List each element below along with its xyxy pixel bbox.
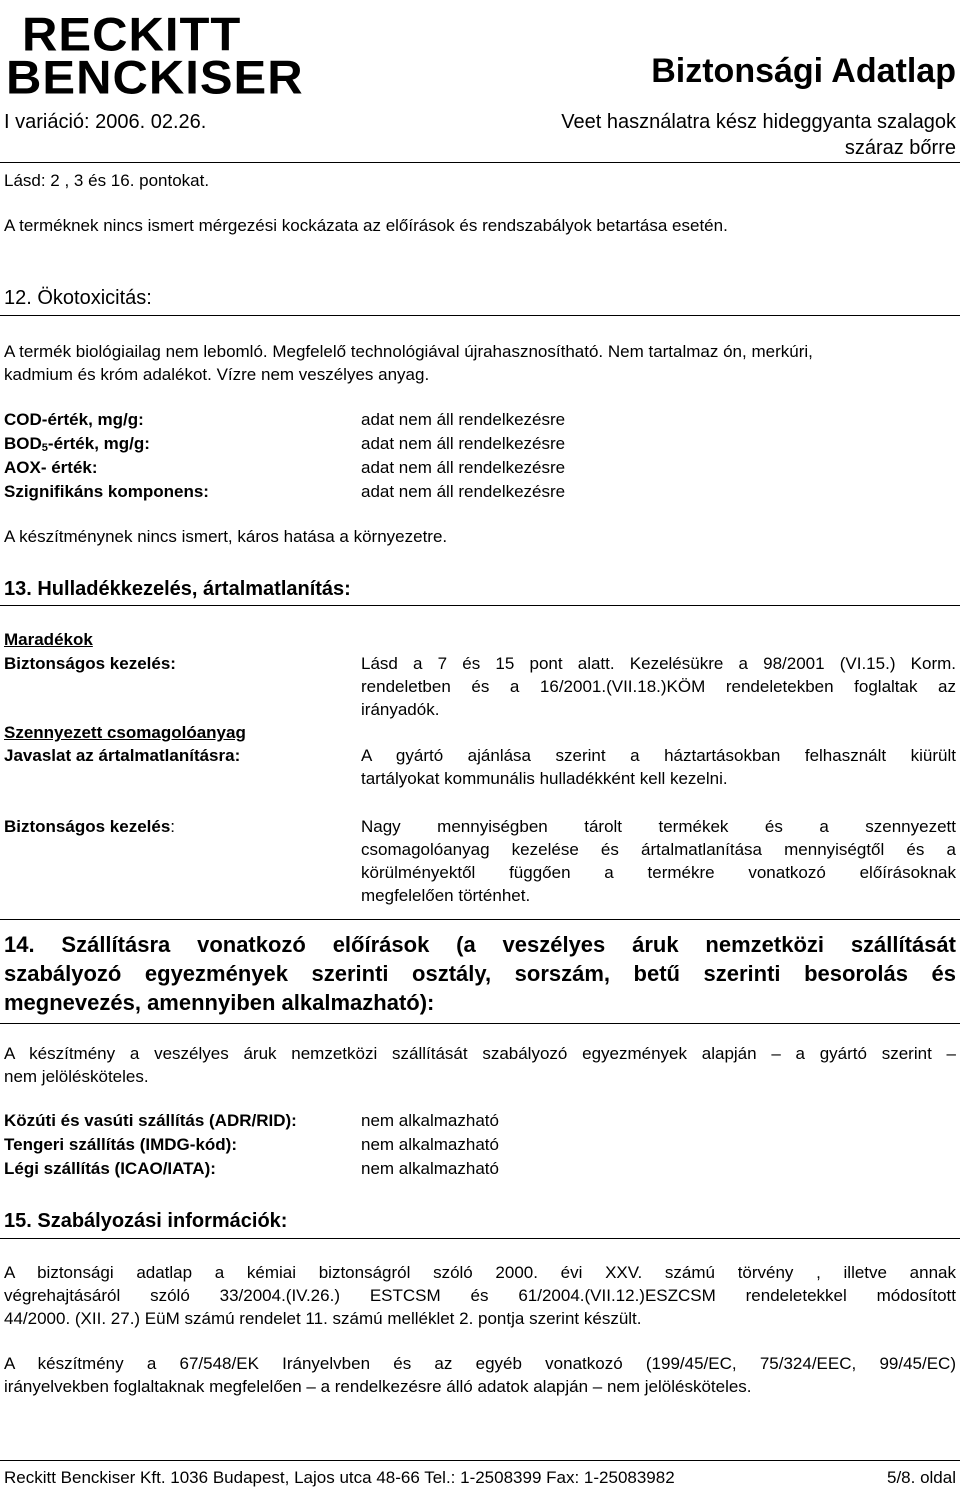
cod-label: COD-érték, mg/g: — [4, 410, 144, 429]
disposal-proposal-line1: A gyártó ajánlása szerint a háztartásokban felhasznált kiürült — [361, 746, 956, 765]
logo-benckiser: BENCKISER — [6, 52, 304, 104]
air-value: nem alkalmazható — [361, 1159, 499, 1178]
logo-reckitt: RECKITT — [22, 9, 242, 61]
footer-divider — [0, 1460, 960, 1461]
s15-para1-line1: A biztonsági adatlap a kémiai biztonságról szóló 2000. évi XXV. számú törvény , illetve annak — [4, 1263, 956, 1282]
product-name-line2: száraz bőrre — [844, 137, 956, 159]
s15-para1-line2: végrehajtásáról szóló 33/2004.(IV.26.) ESTCSM és 61/2004.(VII.12.)ESZCSM rendeletekkel módosított — [4, 1286, 956, 1305]
section-15-divider — [0, 1238, 960, 1239]
s15-para2-line1: A készítmény a 67/548/EK Irányelvben és az egyéb vonatkozó (199/45/EC, 75/324/EEC, 99/45/EC) — [4, 1354, 956, 1373]
s12-para1-line2: kadmium és króm adalékot. Vízre nem veszélyes anyag. — [4, 365, 430, 384]
reference-text: Lásd: 2 , 3 és 16. pontokat. — [4, 171, 210, 190]
section-15-heading: 15. Szabályozási információk: — [4, 1210, 288, 1232]
document-title: Biztonsági Adatlap — [651, 52, 956, 90]
bod-label: $BOD_5$-érték, mg/g: — [4, 434, 150, 454]
s12-para2: A készítménynek nincs ismert, káros hatása a környezetre. — [4, 527, 448, 546]
air-label: Légi szállítás (ICAO/IATA): — [4, 1159, 216, 1178]
header-divider — [0, 162, 960, 163]
sea-label: Tengeri szállítás (IMDG-kód): — [4, 1135, 237, 1154]
section-14-divider — [0, 1023, 960, 1024]
significant-component-value: adat nem áll rendelkezésre — [361, 482, 566, 501]
section-13-divider — [0, 605, 960, 606]
safe-handling-2-line4: megfelelően történhet. — [361, 886, 531, 905]
section-14-top-divider — [0, 919, 960, 920]
footer-company: Reckitt Benckiser Kft. 1036 Budapest, Lajos utca 48-66 Tel.: 1-2508399 Fax: 1-25083982 — [4, 1468, 675, 1487]
safe-handling-2-line3: körülményektől függően a termékre vonatkozó előírásoknak — [361, 863, 956, 882]
safe-handling-2-label: Biztonságos kezelés: — [4, 817, 176, 836]
section-12-heading: 12. Ökotoxicitás: — [4, 287, 152, 309]
disposal-proposal-label: Javaslat az ártalmatlanításra: — [4, 746, 241, 765]
s14-para-line1: A készítmény a veszélyes áruk nemzetközi szállítását szabályozó egyezmények alapján – a gyártó szerint – — [4, 1044, 956, 1063]
safe-handling-line1: Lásd a 7 és 15 pont alatt. Kezelésükre a 98/2001 (VI.15.) Korm. — [361, 654, 956, 673]
s15-para2-line2: irányelvekben foglaltaknak megfelelően – a rendelkezésre álló adatok alapján – nem jelölésköteles. — [4, 1377, 752, 1396]
road-rail-label: Közúti és vasúti szállítás (ADR/RID): — [4, 1111, 297, 1130]
product-name-line1: Veet használatra kész hideggyanta szalagok — [561, 111, 956, 133]
section-13-heading: 13. Hulladékkezelés, ártalmatlanítás: — [4, 578, 351, 600]
version-text: I variáció: 2006. 02.26. — [4, 111, 207, 133]
section-14-heading-line2: szabályozó egyezmények szerinti osztály, sorszám, betű szerinti besorolás és — [4, 961, 956, 986]
cod-value: adat nem áll rendelkezésre — [361, 410, 566, 429]
toxicity-statement: A terméknek nincs ismert mérgezési kockázata az előírások és rendszabályok betartása esetén. — [4, 216, 728, 235]
safe-handling-label: Biztonságos kezelés: — [4, 654, 176, 673]
section-14-heading-line1: 14. Szállításra vonatkozó előírások (a veszélyes áruk nemzetközi szállítását — [4, 932, 956, 957]
safe-handling-line2: rendeletben és a 16/2001.(VII.18.)KÖM rendeletekben foglaltak az — [361, 677, 956, 696]
disposal-proposal-line2: tartályokat kommunális hulladékként kell kezelni. — [361, 769, 728, 788]
aox-label: AOX- érték: — [4, 458, 98, 477]
s14-para-line2: nem jelölésköteles. — [4, 1067, 149, 1086]
s12-para1-line1: A termék biológiailag nem lebomló. Megfelelő technológiával újrahasznosítható. Nem tartalmaz ón, merkúri, — [4, 342, 813, 361]
contaminated-packaging-heading: Szennyezett csomagolóanyag — [4, 723, 246, 742]
s15-para1-line3: 44/2000. (XII. 27.) EüM számú rendelet 11. számú melléklet 2. pontja szerint készült. — [4, 1309, 642, 1328]
section-12-divider — [0, 315, 960, 316]
safe-handling-2-line2: csomagolóanyag kezelése és ártalmatlanítása mennyiségtől és a — [361, 840, 956, 859]
maradekok-heading: Maradékok — [4, 630, 93, 649]
bod-value: adat nem áll rendelkezésre — [361, 434, 566, 453]
safe-handling-2-line1: Nagy mennyiségben tárolt termékek és a szennyezett — [361, 817, 956, 836]
significant-component-label: Szignifikáns komponens: — [4, 482, 209, 501]
footer-page-number: 5/8. oldal — [887, 1468, 956, 1487]
section-14-heading-line3: megnevezés, amennyiben alkalmazható): — [4, 990, 435, 1015]
safe-handling-line3: irányadók. — [361, 700, 440, 719]
road-rail-value: nem alkalmazható — [361, 1111, 499, 1130]
aox-value: adat nem áll rendelkezésre — [361, 458, 566, 477]
sea-value: nem alkalmazható — [361, 1135, 499, 1154]
